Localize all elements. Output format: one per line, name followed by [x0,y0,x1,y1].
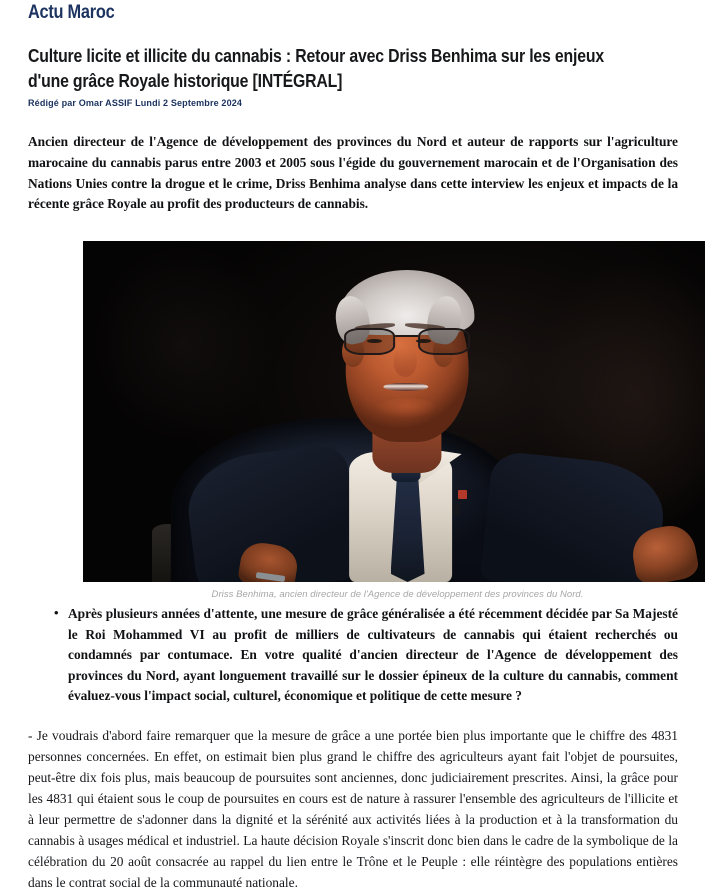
interview-question: • Après plusieurs années d'attente, une mesure de grâce généralisée a été récemment décidée par Sa Majesté le Roi Mohammed VI au profit de milliers de cultivateurs de cannabis qui étaient recherchés ou condamnés par contumace. En votre qualité d'ancien directeur de l'Agence de développement des provinces du Nord, ayant longuement travaillé sur le dossier épineux de la culture du cannabis, comment évaluez-vous l'impact social, culturel, économique et politique de cette mesure ? [28,604,678,707]
article-byline: Rédigé par Omar ASSIF Lundi 2 Septembre 2024 [28,98,243,109]
photo-subject [83,241,705,582]
eyeglass-lens-left [344,328,396,355]
article-figure [83,241,705,601]
lapel-microphone-shape [453,505,460,515]
interview-answer: - Je voudrais d'abord faire remarquer que la mesure de grâce a une portée bien plus importante que le chiffre des 4831 personnes concernées. En effet, on estimait bien plus grand le chiffre des agriculteurs ayant fait l'objet de poursuites, peut-être dix fois plus, mais beaucoup de poursuites sont anciennes, donc judiciairement prescrites. Ainsi, la grâce pour les 4831 qui étaient sous le coup de poursuites en cours est de nature à rassurer l'ensemble des agriculteurs de l'illicite et à leur permettre de s'adonner dans la dignité et la sérénité aux activités liées à la production et à la transformation du cannabis à usages médical et industriel. La haute décision Royale s'inscrit donc bien dans le cadre de la symbolique de la célébration du 20 août consacrée au rappel du lien entre le Trône et le Peuple : elle réintègre des populations entières dans le contrat social de la communauté nationale. [28,728,678,891]
eyeglass-bridge [396,335,419,337]
page-title: Culture licite et illicite du cannabis : Retour avec Driss Benhima sur les enjeux d'une grâce Royale historique [INTÉGRAL] [28,45,604,92]
article-photo [83,241,705,582]
lapel-pin-shape [458,490,467,499]
photo-caption: Driss Benhima, ancien directeur de l'Agence de développement des provinces du Nord. [211,589,584,600]
site-kicker[interactable]: Actu Maroc [28,2,115,23]
article-lead-paragraph: Ancien directeur de l'Agence de développement des provinces du Nord et auteur de rapports sur l'agriculture marocaine du cannabis parus entre 2003 et 2005 sous l'égide du gouvernement marocain et de l'Organisation des Nations Unies contre la drogue et le crime, Driss Benhima analyse dans cette interview les enjeux et impacts de la récente grâce Royale au profit des producteurs de cannabis. [28,134,678,212]
interview-question-list [28,604,678,707]
nose-shape [394,348,417,377]
eyeglass-lens-right [418,328,470,355]
mouth-shape [383,383,428,392]
